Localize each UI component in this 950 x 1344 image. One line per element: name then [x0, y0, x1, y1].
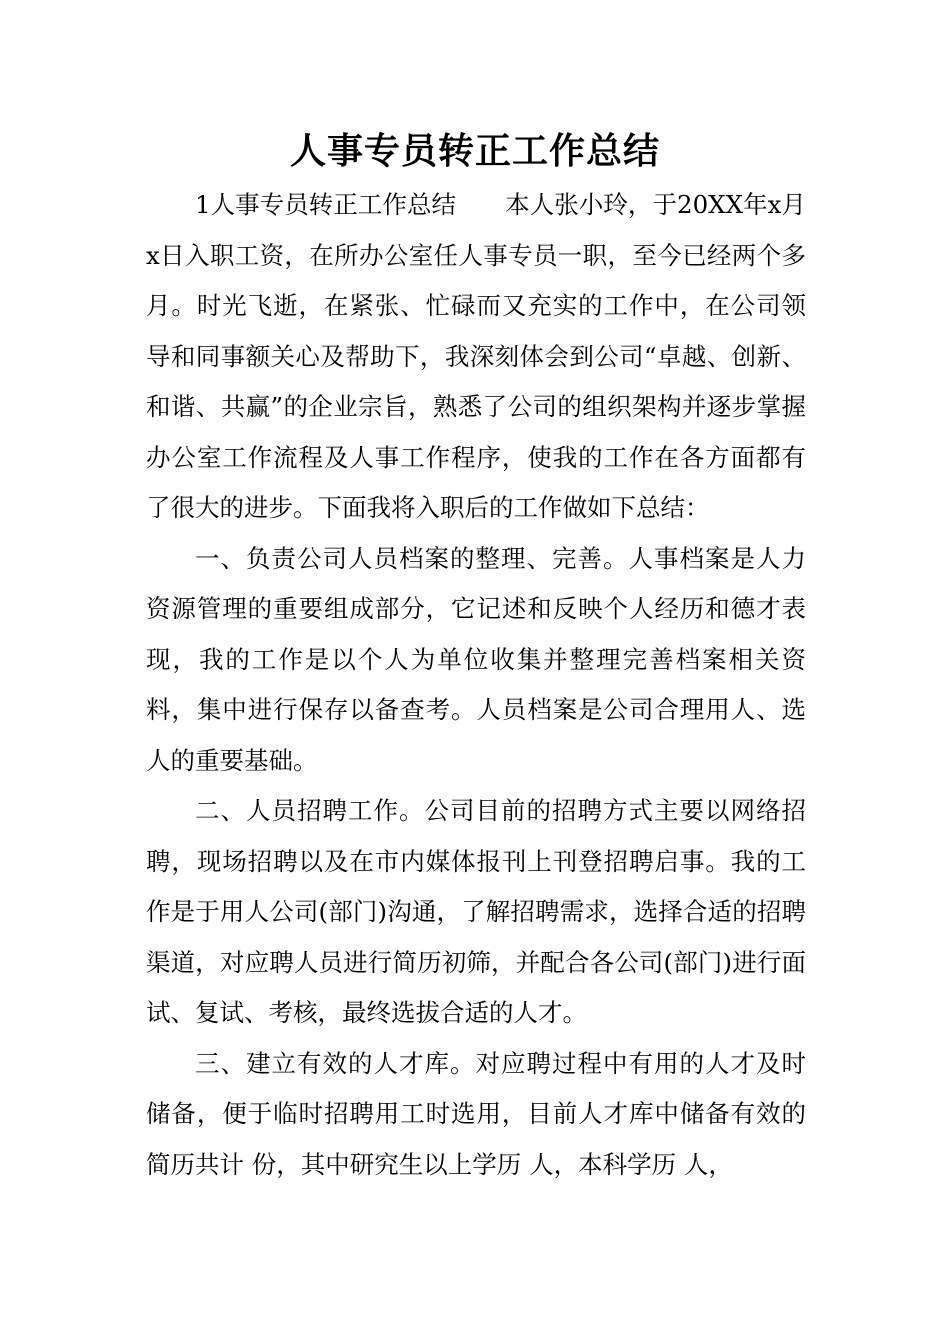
paragraph-talent-pool: 三、建立有效的人才库。对应聘过程中有用的人才及时储备，便于临时招聘用工时选用，目前人才库中储备有效的简历共计 份，其中研究生以上学历 人，本科学历 人，	[146, 1048, 806, 1179]
paragraph-recruitment: 二、人员招聘工作。公司目前的招聘方式主要以网络招聘，现场招聘以及在市内媒体报刊上刊登招聘启事。我的工作是于用人公司(部门)沟通，了解招聘需求，选择合适的招聘渠道，对应聘人员进行简历初筛，并配合各公司(部门)进行面试、复试、考核，最终选拔合适的人才。	[146, 796, 806, 1027]
paragraph-archives: 一、负责公司人员档案的整理、完善。人事档案是人力资源管理的重要组成部分，它记述和反映个人经历和德才表现，我的工作是以个人为单位收集并整理完善档案相关资料，集中进行保存以备查考。人员档案是公司合理用人、选人的重要基础。	[146, 543, 806, 775]
document-title: 人事专员转正工作总结	[289, 130, 660, 172]
document-body	[146, 180, 806, 1190]
paragraph-intro: 1人事专员转正工作总结 本人张小玲，于20XX年x月x日入职工资，在所办公室任人事专员一职，至今已经两个多月。时光飞逝，在紧张、忙碌而又充实的工作中，在公司领导和同事额关心及帮助下，我深刻体会到公司“卓越、创新、和谐、共赢”的企业宗旨，熟悉了公司的组织架构并逐步掌握办公室工作流程及人事工作程序，使我的工作在各方面都有了很大的进步。下面我将入职后的工作做如下总结：	[146, 190, 806, 522]
